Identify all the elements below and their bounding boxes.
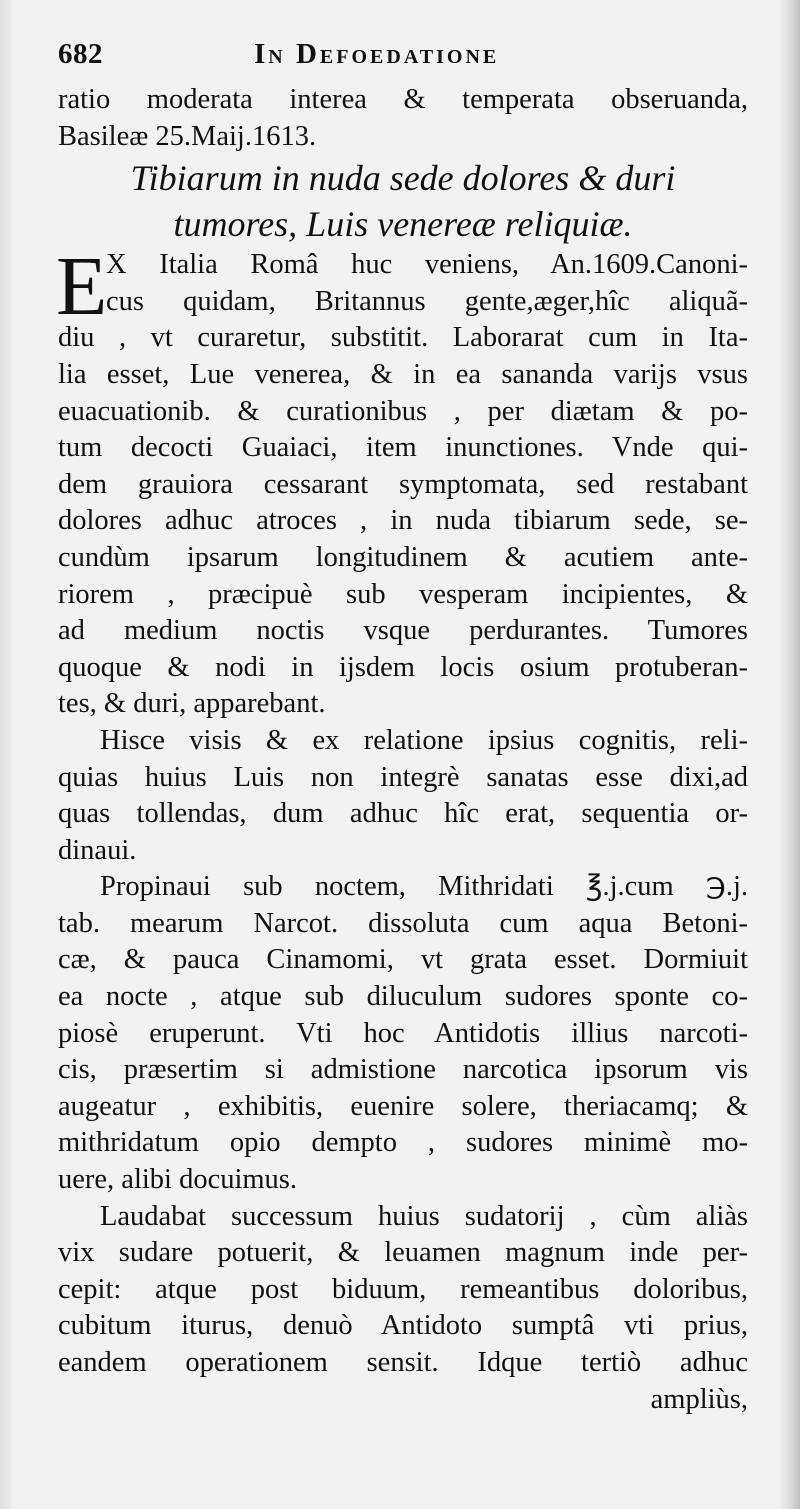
- text-line: quias huius Luis non integrè sanatas esse dixi,ad: [58, 761, 748, 793]
- text-line: ea nocte , atque sub diluculum sudores sponte co-: [58, 981, 748, 1013]
- text-line: tum decocti Guaiaci, item inunctiones. Vnde qui-: [58, 432, 748, 464]
- text-line: Propinaui sub noctem, Mithridati ℥.j.cum ℈.j.: [100, 871, 748, 903]
- paragraph-1: [56, 240, 748, 723]
- text-line: cepit: atque post biduum, remeantibus doloribus,: [58, 1273, 748, 1305]
- page-edge-shadow: [778, 0, 800, 1509]
- text-line: Basileæ 25.Maij.1613.: [58, 120, 317, 152]
- body-text: [58, 82, 748, 1418]
- text-line: euacuationib. & curationibus , per diætam & po-: [58, 395, 748, 427]
- paragraph-2: [58, 723, 748, 869]
- section-heading: tumores, Luis venereæ reliquiæ.: [173, 204, 633, 245]
- text-line: mithridatum opio dempto , sudores minimè mo-: [58, 1127, 748, 1159]
- text-line: quoque & nodi in ijsdem locis osium protuberan-: [58, 651, 748, 683]
- running-head: In Defoedatione: [254, 38, 500, 70]
- text-line: lia esset, Lue venerea, & in ea sananda varijs vsus: [58, 358, 748, 390]
- catchword: ampliùs,: [650, 1383, 748, 1415]
- text-line: cæ, & pauca Cinamomi, vt grata esset. Dormiuit: [58, 944, 748, 976]
- text-line: uere, alibi docuimus.: [58, 1164, 298, 1196]
- page-number: 682: [58, 38, 103, 70]
- text-line: piosè eruperunt. Vti hoc Antidotis illius narcoti-: [58, 1017, 748, 1049]
- text-line: dolores adhuc atroces , in nuda tibiarum sede, se-: [58, 505, 748, 537]
- drop-cap-initial: E: [56, 240, 108, 334]
- page-header: [58, 32, 748, 72]
- text-line: quas tollendas, dum adhuc hîc erat, sequentia or-: [58, 798, 748, 830]
- text-line: dem grauiora cessarant symptomata, sed restabant: [58, 468, 748, 500]
- text-line: cundùm ipsarum longitudinem & acutiem ante-: [58, 541, 748, 573]
- paragraph-3: [58, 869, 748, 1198]
- text-line: augeatur , exhibitis, euenire solere, theriacamq; &: [58, 1090, 748, 1122]
- text-line: ad medium noctis vsque perdurantes. Tumores: [58, 615, 748, 647]
- text-line: eandem operationem sensit. Idque tertiò adhuc: [58, 1347, 748, 1378]
- text-line: vix sudare potuerit, & leuamen magnum inde per-: [58, 1237, 748, 1269]
- section-heading: Tibiarum in nuda sede dolores & duri: [130, 158, 676, 199]
- text-line: ratio moderata interea & temperata obseruanda,: [58, 84, 748, 115]
- paragraph-4: [58, 1199, 748, 1382]
- text-line: Laudabat successum huius sudatorij , cùm aliàs: [100, 1200, 748, 1232]
- text-line: Hisce visis & ex relatione ipsius cognitis, reli-: [100, 724, 748, 756]
- text-line: X Italia Româ huc veniens, An.1609.Canoni-: [106, 249, 748, 281]
- gutter-shadow: [0, 0, 14, 1509]
- text-line: cis, præsertim si admistione narcotica ipsorum vis: [58, 1054, 748, 1086]
- text-line: cus quidam, Britannus gente,æger,hîc aliquã-: [106, 285, 748, 317]
- text-line: tes, & duri, apparebant.: [58, 688, 326, 720]
- text-line: cubitum iturus, denuò Antidoto sumptâ vti prius,: [58, 1310, 748, 1342]
- text-line: tab. mearum Narcot. dissoluta cum aqua Betoni-: [58, 907, 748, 939]
- text-line: riorem , præcipuè sub vesperam incipientes, &: [58, 578, 748, 610]
- text-line: diu , vt curaretur, substitit. Laborarat cum in Ita-: [58, 322, 748, 354]
- text-line: dinaui.: [58, 834, 137, 866]
